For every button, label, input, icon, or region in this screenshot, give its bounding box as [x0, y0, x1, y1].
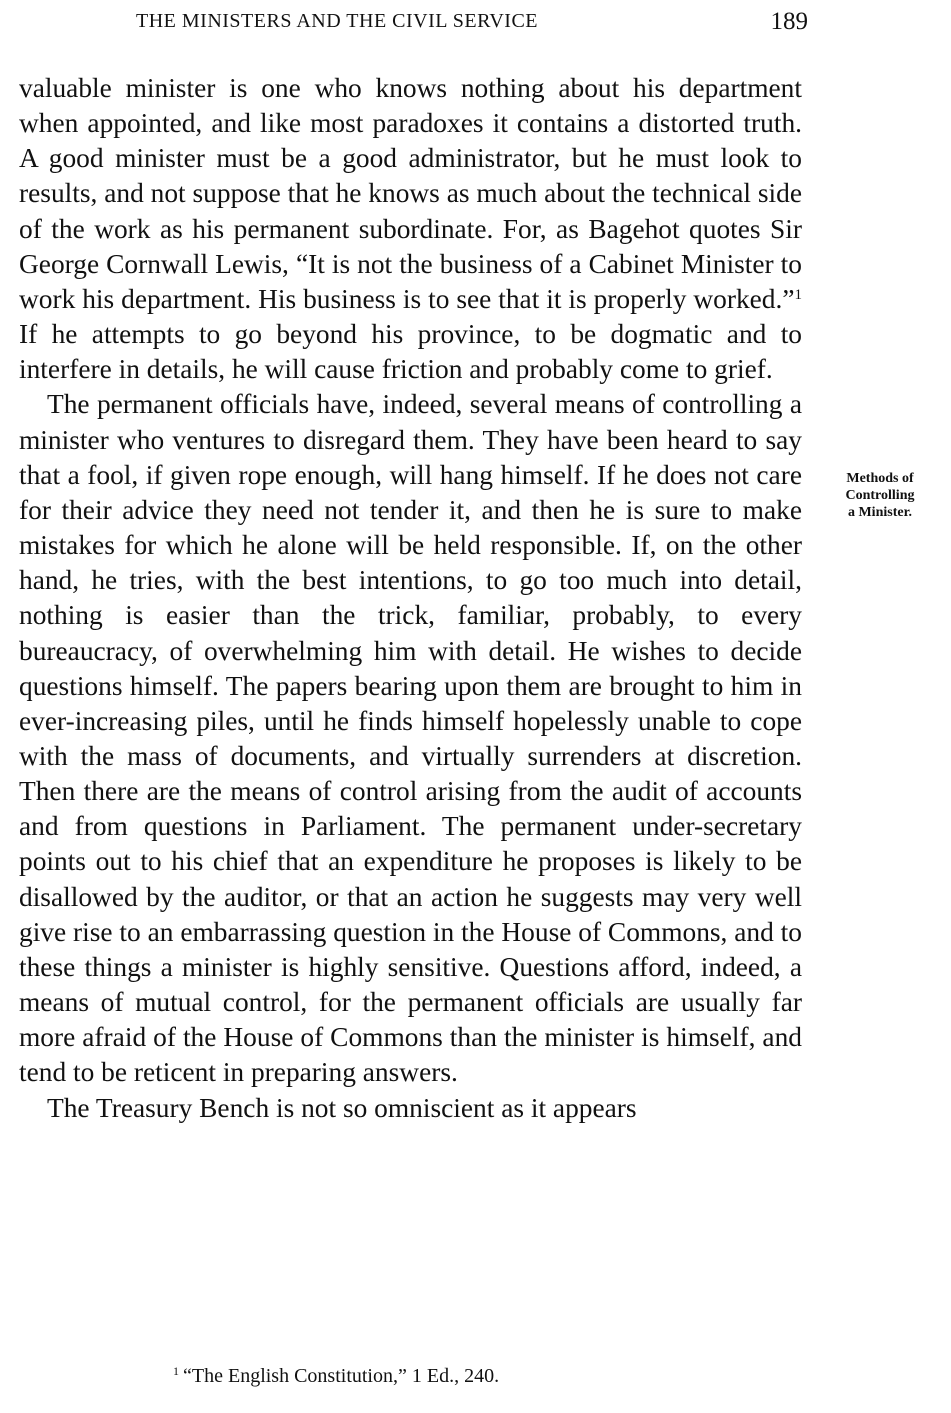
paragraph-methods-of-control: The permanent officials have, indeed, several means of controlling a minister who ventures to disregard them. They have been heard to say that a fool, if given rope enough, will hang himself. If he does not care for their advice they need not tender it, and then he is sure to make mistakes for which he alone will be held responsible. If, on the other hand, he tries, with the best intentions, to go too much into detail, nothing is easier than the trick, familiar, probably, to every bureaucracy, of overwhelming him with detail. He wishes to decide questions himself. The papers bearing upon them are brought to him in ever-increasing piles, until he finds himself hopelessly unable to cope with the mass of documents, and virtually surrenders at discretion. Then there are the means of control arising from the audit of accounts and from questions in Parliament. The permanent under-secretary points out to his chief that an expenditure he proposes is likely to be disallowed by the auditor, or that an action he suggests may very well give rise to an embarrassing question in the House of Commons, and to these things a minister is highly sensitive. Questions afford, indeed, a means of mutual control, for the permanent officials are usually far more afraid of the House of Commons than the minister is himself, and tend to be reticent in preparing answers. — [19, 389, 802, 1088]
paragraph-treasury-bench: The Treasury Bench is not so omniscient as it appears — [47, 1092, 637, 1123]
page-number: 189 — [770, 8, 808, 35]
footnote-mark: 1 — [173, 1364, 179, 1378]
footnote-reference: 1 — [794, 286, 802, 303]
footnote — [173, 1364, 499, 1388]
paragraph-1-text: valuable minister is one who knows nothing about his department when appointed, and like most paradoxes it contains a distorted truth. A good minister must be a good administrator, but he must look to results, and not suppose that he knows as much about the technical side of the work as his permanent subordinate. For, as Bagehot quotes Sir George Cornwall Lewis, “It is not the business of a Cabinet Minister to work his department. His business is to see that it is properly worked.” — [19, 73, 802, 314]
body-text — [19, 71, 802, 1126]
paragraph-continuation — [19, 71, 802, 387]
marginal-note-line: Methods of — [846, 471, 914, 486]
running-title: THE MINISTERS AND THE CIVIL SERVICE — [136, 10, 539, 32]
marginal-note-line: Controlling — [845, 488, 915, 503]
marginal-note-line: a Minister. — [847, 505, 913, 520]
paragraph-1-rest: If he attempts to go beyond his province, to be dogmatic and to interfere in details, he will cause friction and probably come to grief. — [19, 319, 802, 385]
marginal-note — [825, 470, 935, 521]
running-header — [118, 6, 808, 40]
footnote-text: “The English Constitution,” 1 Ed., 240. — [183, 1365, 500, 1387]
